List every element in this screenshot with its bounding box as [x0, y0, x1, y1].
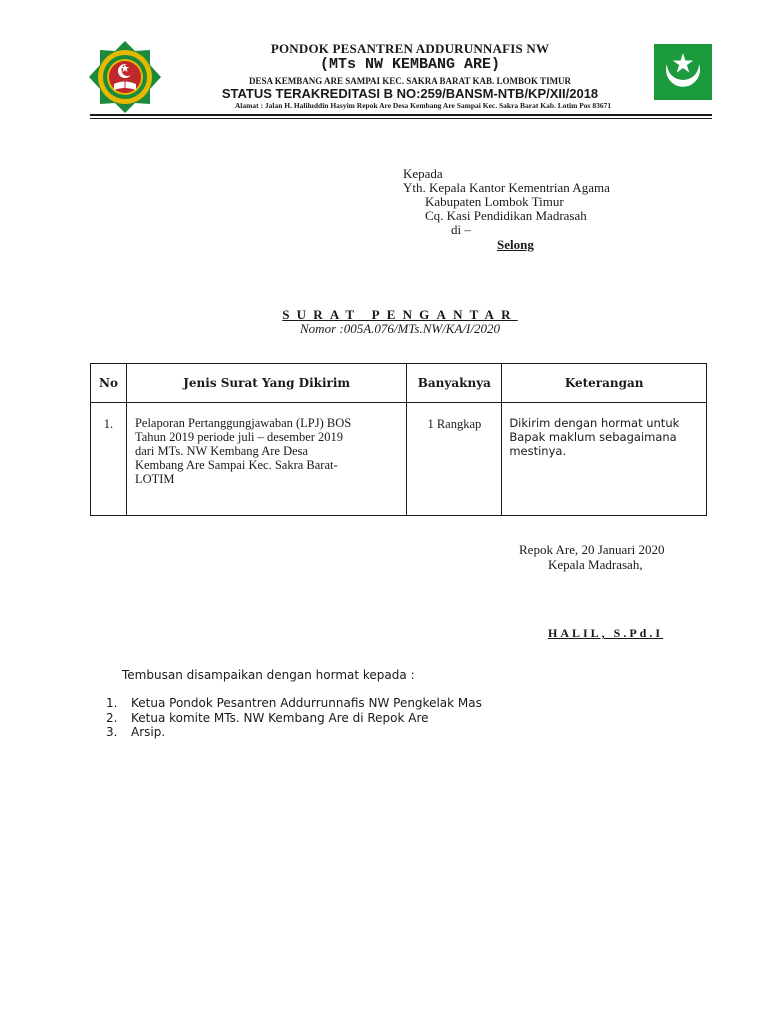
village-line: DESA KEMBANG ARE SAMPAI KEC. SAKRA BARAT KAB. LOMBOK TIMUR	[248, 76, 572, 86]
row-keterangan	[502, 403, 707, 516]
cc-item-number: 3.	[106, 725, 118, 739]
place-date: Repok Are, 20 Januari 2020	[519, 542, 665, 557]
signer-position: Kepala Madrasah,	[548, 557, 643, 572]
cc-item-number: 1.	[106, 696, 118, 710]
address-line: Alamat : Jalan H. Haliluddin Hasyim Repok Are Desa Kembang Are Sampai Kec. Sakra Barat Kab. Lotim Pos 83671	[234, 101, 612, 110]
letter-number: Nomor :005A.076/MTs.NW/KA/I/2020	[300, 321, 500, 336]
recipient-to: Kepada	[403, 166, 443, 181]
recipient-line3: Cq. Kasi Pendidikan Madrasah	[425, 208, 587, 223]
header-no: No	[91, 364, 127, 403]
row-keterangan-line: Bapak maklum sebagaimana	[509, 430, 677, 444]
recipient-city: Selong	[497, 237, 534, 252]
header-jenis: Jenis Surat Yang Dikirim	[126, 364, 406, 403]
nw-emblem-right	[654, 44, 712, 100]
header-banyaknya: Banyaknya	[407, 364, 502, 403]
header-rule-thin	[90, 118, 712, 119]
list-item	[106, 696, 482, 711]
cc-item-number: 2.	[106, 710, 118, 725]
table-header-row	[91, 364, 707, 403]
list-item	[106, 725, 482, 740]
row-jenis-line: Pelaporan Pertanggungjawaban (LPJ) BOS	[134, 416, 352, 430]
row-jenis-line: Kembang Are Sampai Kec. Sakra Barat-	[134, 458, 338, 472]
recipient-line1: Yth. Kepala Kantor Kementrian Agama	[403, 180, 610, 195]
accreditation-line: STATUS TERAKREDITASI B NO:259/BANSM-NTB/KP/XII/2018	[221, 86, 599, 101]
row-no: 1.	[91, 403, 127, 516]
recipient-line2: Kabupaten Lombok Timur	[425, 194, 564, 209]
row-keterangan-line: Dikirim dengan hormat untuk	[509, 416, 680, 430]
cc-item-text: Ketua komite MTs. NW Kembang Are di Repok Are	[131, 710, 429, 725]
row-jenis	[126, 403, 406, 516]
row-jenis-line: Tahun 2019 periode juli – desember 2019	[134, 430, 344, 444]
school-name: (MTs NW KEMBANG ARE)	[319, 56, 501, 73]
row-jenis-line: LOTIM	[134, 472, 175, 486]
header-keterangan: Keterangan	[502, 364, 707, 403]
cc-intro: Tembusan disampaikan dengan hormat kepada :	[122, 668, 415, 682]
cc-item-text: Ketua Pondok Pesantren Addurrunnafis NW Pengkelak Mas	[131, 696, 482, 710]
header-rule-thick	[90, 114, 712, 116]
row-jenis-line: dari MTs. NW Kembang Are Desa	[134, 444, 309, 458]
row-keterangan-line: mestinya.	[509, 444, 567, 458]
letter-title: SURAT PENGANTAR	[282, 307, 518, 322]
list-item	[106, 711, 482, 726]
school-emblem-left	[88, 40, 162, 114]
foundation-name: PONDOK PESANTREN ADDURUNNAFIS NW	[270, 41, 550, 56]
cc-item-text: Arsip.	[131, 725, 166, 739]
table-row	[91, 403, 707, 516]
cc-list	[106, 696, 482, 740]
crescent-star-icon	[654, 44, 712, 100]
row-banyaknya: 1 Rangkap	[407, 403, 502, 516]
recipient-line4: di –	[451, 222, 471, 237]
documents-table	[90, 363, 707, 516]
octagram-emblem-icon	[88, 40, 162, 114]
signer-name: HALIL, S.Pd.I	[548, 626, 664, 640]
